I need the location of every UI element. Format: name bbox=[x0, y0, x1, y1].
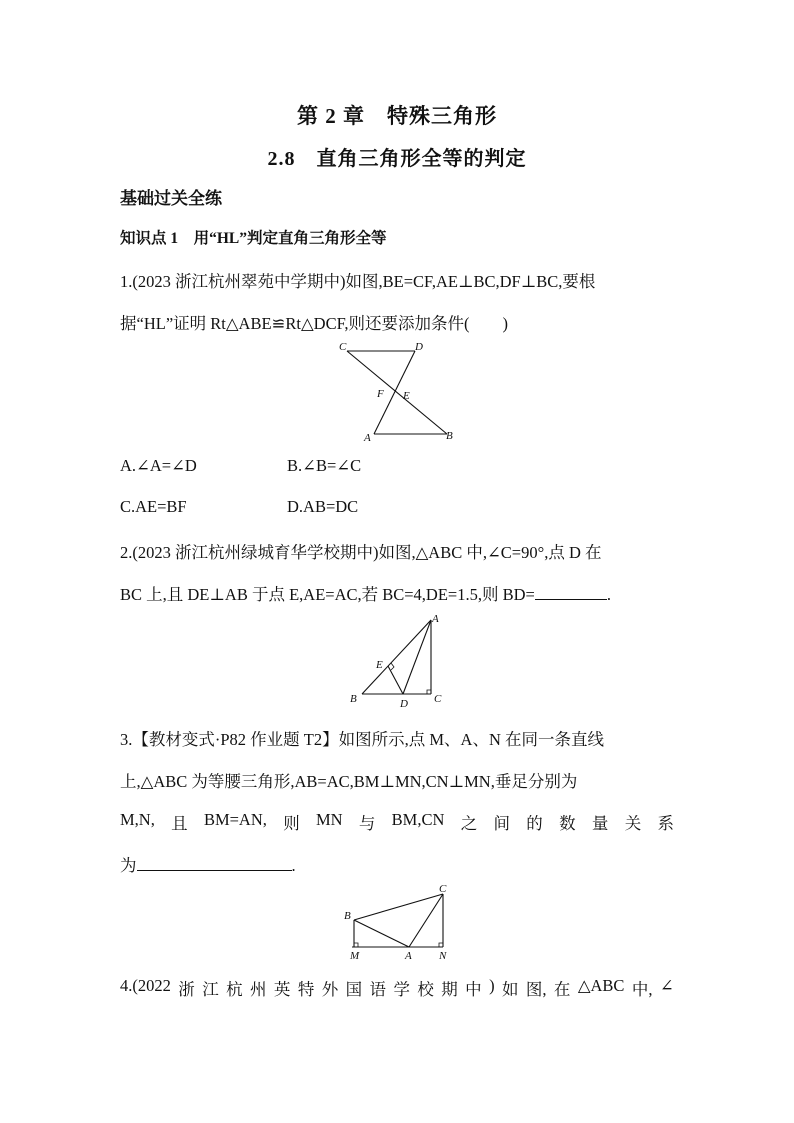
q1-option-d: D.AB=DC bbox=[287, 497, 359, 516]
q1-label-b: B bbox=[446, 430, 453, 442]
q4-word: 图, bbox=[525, 980, 547, 999]
q2-label-d: D bbox=[400, 698, 408, 710]
q2-text-line1: 2.(2023 浙江杭州绿城育华学校期中)如图,△ABC 中,∠C=90°,点 D 在 bbox=[120, 543, 602, 562]
q3-word: 关 bbox=[624, 814, 642, 833]
q3-word: 之 bbox=[460, 814, 478, 833]
q1-label-c: C bbox=[339, 341, 347, 353]
q2-text-line2-end: . bbox=[606, 585, 611, 604]
q3-answer-blank[interactable] bbox=[137, 856, 292, 871]
q3-right-angle-n bbox=[439, 943, 443, 947]
q2-answer-blank[interactable] bbox=[535, 585, 607, 600]
q4-word: 校 bbox=[417, 980, 434, 999]
q1-label-f: F bbox=[377, 388, 384, 400]
q2-label-c: C bbox=[434, 693, 442, 705]
q1-segment-cb bbox=[347, 351, 447, 434]
q4-word: 中 bbox=[465, 980, 482, 999]
q1-option-c: C.AE=BF bbox=[120, 497, 187, 516]
q2-label-b: B bbox=[350, 693, 357, 705]
q4-word: 江 bbox=[202, 980, 219, 999]
q3-label-n: N bbox=[439, 950, 447, 960]
q1-label-d: D bbox=[415, 341, 423, 353]
q3-word: M,N, bbox=[120, 810, 155, 829]
q3-text-line1 bbox=[120, 726, 604, 750]
q3-segment-ba bbox=[354, 920, 409, 947]
q4-word: 学 bbox=[393, 980, 410, 999]
q4-word: 在 bbox=[553, 980, 571, 999]
q4-word: 外 bbox=[321, 980, 339, 999]
knowledge-point-heading: 知识点 1 用“HL”判定直角三角形全等 bbox=[120, 230, 387, 247]
q3-word: 系 bbox=[657, 814, 674, 833]
q4-word: 期 bbox=[441, 980, 458, 999]
q4-word: 州 bbox=[250, 980, 267, 999]
q2-right-angle-e bbox=[391, 663, 394, 670]
q3-text-line3 bbox=[120, 810, 674, 834]
q1-text-line1: 1.(2023 浙江杭州翠苑中学期中)如图,BE=CF,AE⊥BC,DF⊥BC,要根 bbox=[120, 272, 596, 291]
q4-word: 4.(2022 bbox=[120, 976, 171, 995]
q3-text-line4-main: 为 bbox=[120, 856, 137, 875]
q2-right-angle-c bbox=[427, 690, 431, 694]
q3-text-line4-end: . bbox=[291, 856, 296, 875]
q1-label-e: E bbox=[403, 390, 410, 402]
q4-word: 杭 bbox=[226, 980, 243, 999]
q4-word: 特 bbox=[297, 980, 315, 999]
q3-text-line4 bbox=[120, 852, 296, 876]
q3-label-b: B bbox=[344, 910, 351, 922]
q4-text-line1 bbox=[120, 976, 674, 1000]
q1-text-line2: 据“HL”证明 Rt△ABE≌Rt△DCF,则还要添加条件( ) bbox=[120, 314, 509, 333]
q2-segment-ed bbox=[388, 666, 403, 694]
q2-label-e: E bbox=[376, 659, 383, 671]
q1-label-a: A bbox=[364, 432, 371, 444]
q4-word: 中, bbox=[631, 980, 653, 999]
q3-figure bbox=[340, 880, 460, 960]
q3-text-line1-content: 3.【教材变式·P82 作业题 T2】如图所示,点 M、A、N 在同一条直线 bbox=[120, 730, 605, 749]
q3-label-c: C bbox=[439, 883, 447, 895]
q4-word: ∠ bbox=[659, 976, 674, 995]
q4-word: 国 bbox=[345, 980, 363, 999]
q3-word: 与 bbox=[358, 814, 376, 833]
q3-segment-bc bbox=[354, 894, 443, 920]
q2-label-a: A bbox=[432, 613, 439, 625]
q4-word: 如 bbox=[501, 980, 519, 999]
q3-label-m: M bbox=[350, 950, 360, 960]
q4-word: △ABC bbox=[577, 976, 625, 995]
exercise-heading: 基础过关全练 bbox=[120, 189, 222, 208]
q2-segment-da bbox=[403, 620, 431, 694]
section-title: 2.8 直角三角形全等的判定 bbox=[267, 148, 527, 170]
q3-word: BM,CN bbox=[391, 810, 445, 829]
q3-label-a: A bbox=[405, 950, 412, 960]
q3-word: 的 bbox=[526, 814, 543, 833]
q3-word: MN bbox=[315, 810, 343, 829]
q3-right-angle-m bbox=[354, 943, 358, 947]
chapter-title: 第 2 章 特殊三角形 bbox=[297, 104, 497, 128]
q3-word: 量 bbox=[591, 814, 609, 833]
q4-word: 语 bbox=[369, 980, 387, 999]
q2-text-line2 bbox=[120, 581, 611, 605]
q3-word: 数 bbox=[559, 814, 576, 833]
q4-word: ) bbox=[489, 976, 495, 995]
q1-figure bbox=[330, 336, 460, 446]
q4-word: 浙 bbox=[178, 980, 195, 999]
q1-option-a: A.∠A=∠D bbox=[120, 456, 197, 475]
q3-text-line2: 上,△ABC 为等腰三角形,AB=AC,BM⊥MN,CN⊥MN,垂足分别为 bbox=[120, 772, 578, 791]
q3-word: 且 bbox=[171, 814, 188, 833]
q3-word: 间 bbox=[493, 814, 510, 833]
q3-word: 则 bbox=[283, 814, 300, 833]
q4-word: 英 bbox=[273, 980, 291, 999]
q2-text-line2-main: BC 上,且 DE⊥AB 于点 E,AE=AC,若 BC=4,DE=1.5,则 BD= bbox=[120, 585, 535, 604]
q1-option-b: B.∠B=∠C bbox=[287, 456, 362, 475]
q3-word: BM=AN, bbox=[203, 810, 267, 829]
q2-figure bbox=[345, 610, 450, 710]
